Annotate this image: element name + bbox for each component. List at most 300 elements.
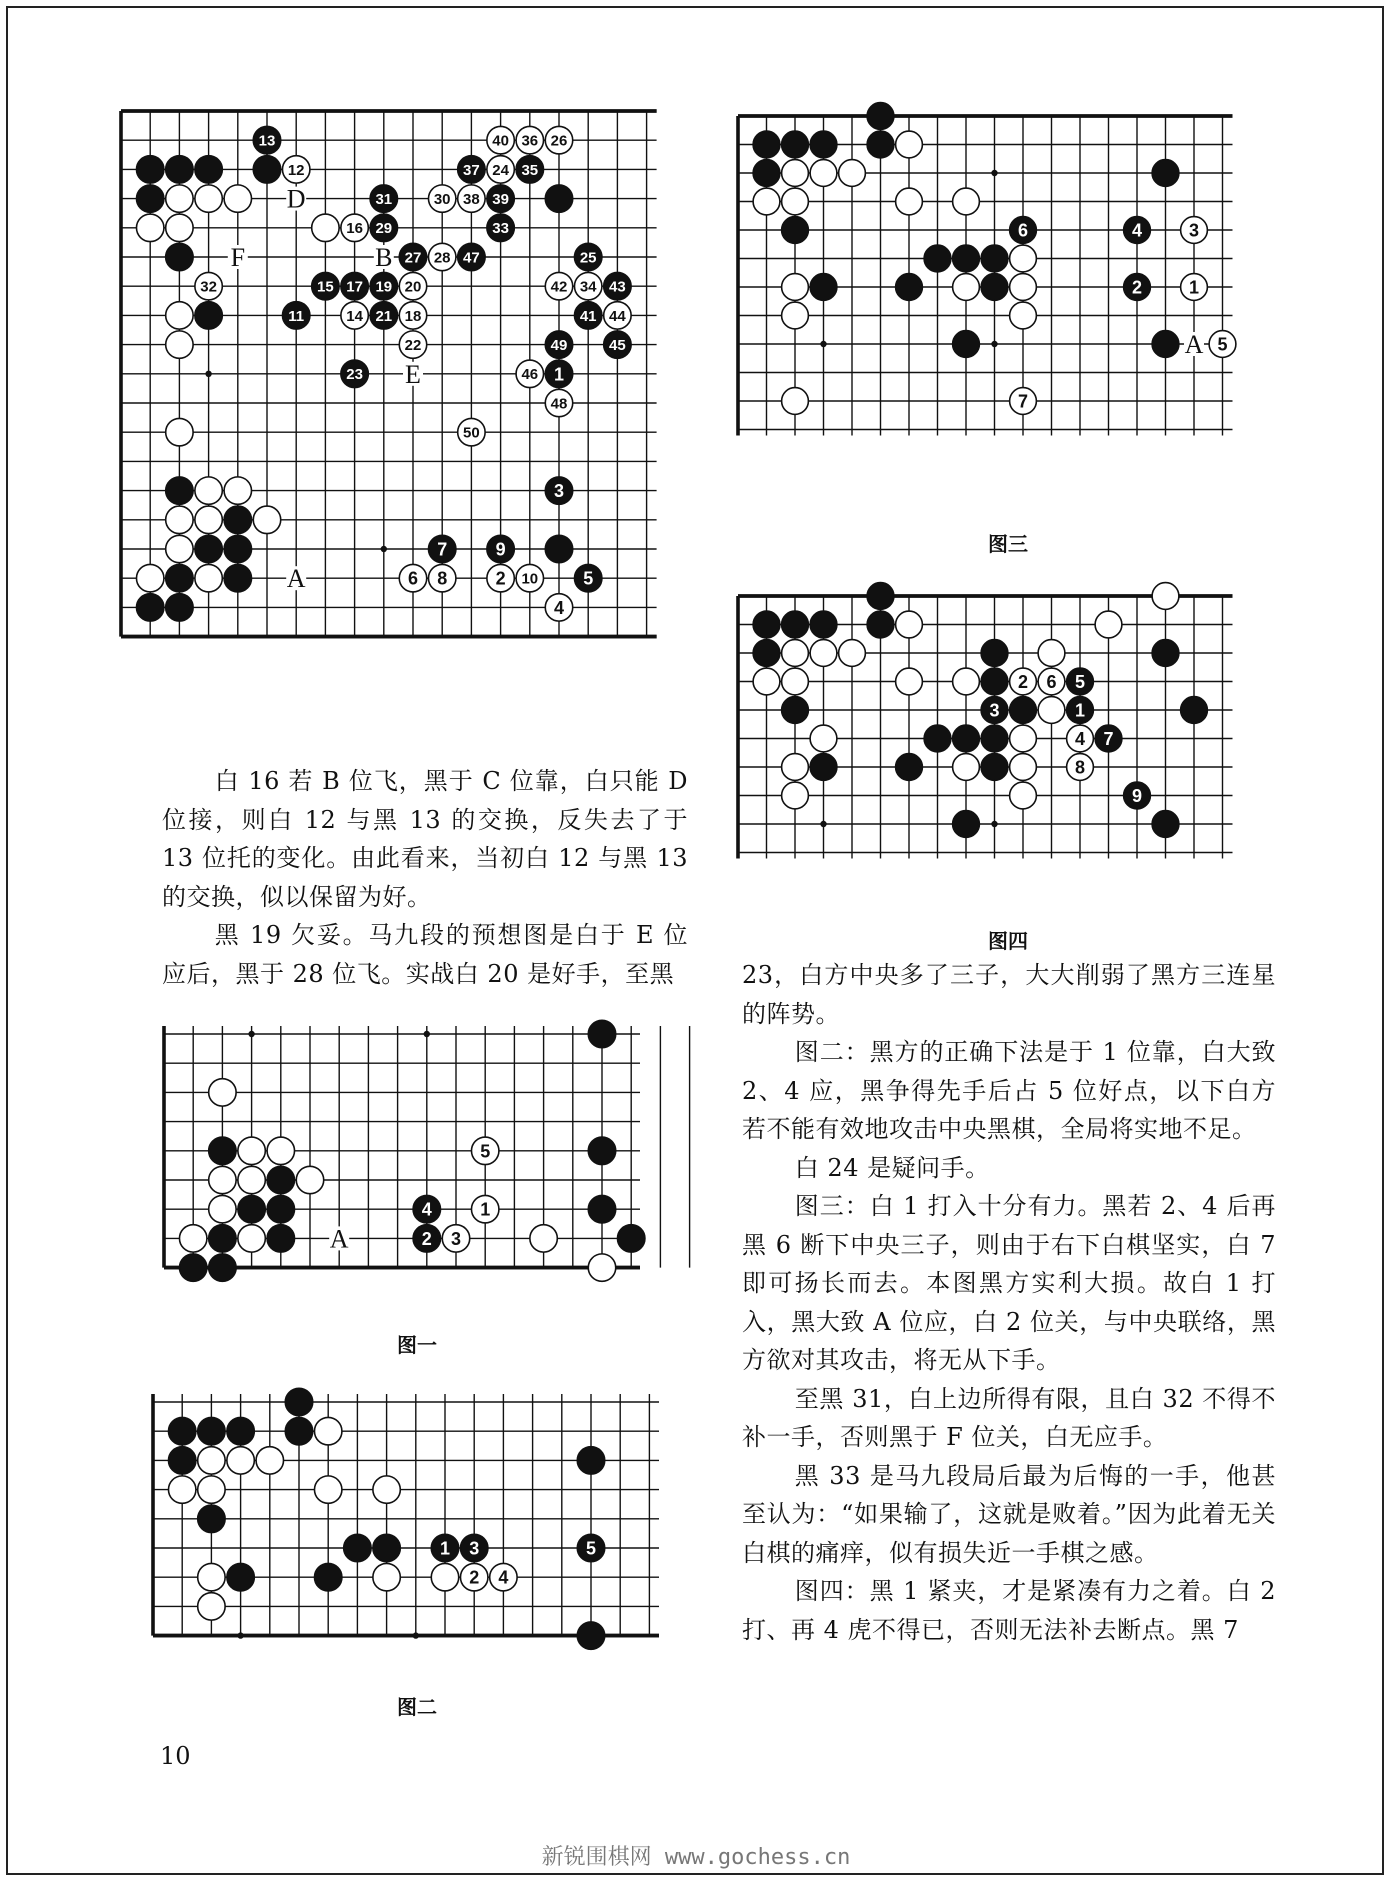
black-stone: [1124, 217, 1151, 244]
black-stone: [195, 302, 222, 329]
white-stone: [431, 1563, 458, 1590]
black-stone: [753, 131, 780, 158]
move-number: 7: [437, 539, 448, 560]
white-stone: [458, 418, 485, 445]
move-number: 42: [550, 278, 568, 296]
move-number: 33: [492, 220, 509, 238]
black-stone: [487, 185, 514, 212]
move-number: 3: [1188, 220, 1200, 241]
black-stone: [545, 360, 572, 387]
white-stone: [227, 1447, 254, 1474]
white-stone: [253, 506, 280, 533]
white-stone: [545, 594, 572, 621]
black-stone: [282, 302, 309, 329]
move-number: 21: [375, 307, 393, 325]
white-stone: [896, 131, 923, 158]
black-stone: [867, 103, 894, 130]
white-stone: [209, 1195, 236, 1222]
white-stone: [282, 156, 309, 183]
black-stone: [209, 1137, 236, 1164]
star-point: [820, 341, 826, 347]
black-stone: [953, 245, 980, 272]
black-stone: [428, 535, 455, 562]
white-stone: [545, 126, 572, 153]
black-stone: [370, 302, 397, 329]
black-stone: [782, 131, 809, 158]
white-stone: [224, 477, 251, 504]
white-stone: [238, 1225, 265, 1252]
move-number: 27: [404, 249, 422, 267]
white-stone: [198, 1563, 225, 1590]
white-stone: [471, 1137, 498, 1164]
black-stone: [373, 1534, 400, 1561]
white-stone: [953, 274, 980, 301]
white-stone: [471, 1195, 498, 1222]
black-stone: [253, 126, 280, 153]
white-stone: [428, 243, 455, 270]
white-stone: [1209, 331, 1236, 358]
black-stone: [285, 1417, 312, 1444]
figure-4-caption: 图四: [988, 929, 1028, 953]
white-stone: [1010, 754, 1037, 781]
white-stone: [1095, 611, 1122, 638]
paragraph: 白 16 若 B 位飞，黑于 C 位靠，白只能 D 位接，则白 12 与黑 13 的交换，反失去了于 13 位托的变化。由此看来，当初白 12 与黑 13 的交换，似以保留为好。: [162, 767, 688, 911]
white-stone: [1152, 583, 1179, 610]
white-stone: [373, 1476, 400, 1503]
white-stone: [588, 1254, 615, 1281]
black-stone: [458, 156, 485, 183]
white-stone: [166, 331, 193, 358]
paragraph: 黑 33 是马九段局后最为后悔的一手，他甚至认为：“如果输了，这就是败着。”因为此着无关白棋的痛痒，似有损失近一手棋之感。: [742, 1461, 1276, 1567]
move-number: 4: [498, 1567, 509, 1588]
move-number: 5: [1217, 334, 1228, 355]
white-stone: [296, 1166, 323, 1193]
paragraph: 图二：黑方的正确下法是于 1 位靠，白大致 2、4 应，黑争得先手后占 5 位好点，以下白方若不能有效地攻击中央黑棋，全局将实地不足。: [742, 1038, 1276, 1143]
figure-3-diagram: [734, 112, 1244, 461]
white-stone: [1181, 217, 1208, 244]
move-number: 1: [480, 1199, 491, 1220]
move-number: 2: [469, 1567, 480, 1588]
white-stone: [166, 185, 193, 212]
black-stone: [198, 1505, 225, 1532]
black-stone: [574, 564, 601, 591]
white-stone: [487, 156, 514, 183]
move-number: 2: [495, 568, 506, 589]
move-number: 2: [1131, 277, 1143, 298]
black-stone: [267, 1225, 294, 1252]
black-stone: [545, 535, 572, 562]
black-stone: [460, 1534, 487, 1561]
figure-2-diagram: [149, 1394, 659, 1658]
move-number: 44: [609, 307, 626, 325]
white-stone: [1067, 725, 1094, 752]
black-stone: [953, 331, 980, 358]
move-number: 8: [1074, 757, 1086, 778]
black-stone: [896, 754, 923, 781]
black-stone: [227, 1563, 254, 1590]
black-stone: [1124, 274, 1151, 301]
main-game-diagram: [117, 107, 693, 680]
star-point: [820, 821, 826, 827]
white-stone: [753, 668, 780, 695]
black-stone: [588, 1020, 615, 1047]
black-stone: [810, 611, 837, 638]
white-stone: [810, 640, 837, 667]
white-stone: [195, 477, 222, 504]
move-number: 24: [492, 161, 509, 179]
white-stone: [166, 506, 193, 533]
white-stone: [487, 564, 514, 591]
move-number: 3: [469, 1538, 480, 1559]
white-stone: [896, 611, 923, 638]
white-stone: [166, 302, 193, 329]
black-stone: [604, 331, 631, 358]
black-stone: [166, 564, 193, 591]
white-stone: [198, 1447, 225, 1474]
white-stone: [782, 668, 809, 695]
figure-2-caption: 图二: [397, 1695, 437, 1719]
white-stone: [238, 1166, 265, 1193]
black-stone: [782, 217, 809, 244]
move-number: 19: [375, 278, 393, 296]
black-stone: [753, 160, 780, 187]
black-stone: [574, 302, 601, 329]
move-number: 41: [579, 307, 597, 325]
white-stone: [195, 272, 222, 299]
white-stone: [1010, 668, 1037, 695]
black-stone: [209, 1254, 236, 1281]
black-stone: [1181, 697, 1208, 724]
white-stone: [195, 564, 222, 591]
black-stone: [198, 1417, 225, 1444]
page-number: 10: [160, 1742, 191, 1770]
move-number: 4: [421, 1199, 432, 1220]
white-stone: [166, 214, 193, 241]
black-stone: [1152, 640, 1179, 667]
black-stone: [195, 535, 222, 562]
black-stone: [1067, 697, 1094, 724]
white-stone: [399, 272, 426, 299]
black-stone: [577, 1622, 604, 1649]
white-stone: [782, 302, 809, 329]
black-stone: [577, 1447, 604, 1474]
move-number: 8: [437, 568, 448, 589]
black-stone: [810, 274, 837, 301]
black-stone: [810, 754, 837, 781]
black-stone: [545, 477, 572, 504]
move-number: 20: [404, 278, 422, 296]
move-number: 3: [989, 700, 1000, 721]
move-number: 13: [258, 132, 276, 150]
black-stone: [487, 214, 514, 241]
paragraph: 白 24 是疑问手。: [794, 1153, 990, 1182]
move-number: 40: [492, 132, 509, 150]
black-stone: [981, 668, 1008, 695]
black-stone: [341, 272, 368, 299]
board-letter-mark: B: [375, 243, 393, 272]
white-stone: [782, 388, 809, 415]
white-stone: [1010, 725, 1037, 752]
white-stone: [810, 160, 837, 187]
move-number: 30: [433, 191, 451, 208]
black-stone: [136, 594, 163, 621]
board-letter-mark: F: [230, 243, 246, 272]
white-stone: [810, 725, 837, 752]
white-stone: [953, 668, 980, 695]
star-point: [237, 1632, 243, 1638]
move-number: 39: [492, 191, 509, 208]
white-stone: [198, 1476, 225, 1503]
white-stone: [373, 1563, 400, 1590]
figure-4-diagram: [734, 592, 1244, 888]
move-number: 36: [521, 132, 539, 150]
move-number: 29: [375, 220, 393, 238]
white-stone: [195, 506, 222, 533]
white-stone: [782, 640, 809, 667]
white-stone: [953, 754, 980, 781]
black-stone: [753, 640, 780, 667]
white-stone: [267, 1137, 294, 1164]
black-stone: [981, 245, 1008, 272]
black-stone: [1152, 160, 1179, 187]
star-point: [205, 371, 211, 377]
white-stone: [530, 1225, 557, 1252]
move-number: 1: [1074, 700, 1086, 721]
move-number: 4: [1131, 220, 1143, 241]
black-stone: [195, 156, 222, 183]
black-stone: [753, 611, 780, 638]
move-number: 38: [463, 191, 480, 208]
white-stone: [516, 564, 543, 591]
black-stone: [399, 243, 426, 270]
white-stone: [458, 185, 485, 212]
paragraph: 至黑 31，白上边所得有限，且白 32 不得不补一手，否则黑于 F 位关，白无应手。: [742, 1384, 1276, 1451]
move-number: 10: [521, 570, 539, 588]
black-stone: [574, 243, 601, 270]
paragraph: 图三：白 1 打入十分有力。黑若 2、4 后再黑 6 断下中央三子，则由于右下白棋坚实，白 7 即可扬长而去。本图黑方实利大损。故白 1 打入，黑大致 A 位应，白 2 位关，与中央联络，黑方欲对其攻击，将无从下手。: [742, 1192, 1276, 1374]
paragraph: 23，白方中央多了三子，大大削弱了黑方三连星的阵势。: [742, 961, 1276, 1028]
move-number: 26: [550, 132, 568, 150]
right-text: [742, 956, 1276, 1649]
site-watermark: 新锐围棋网 www.gochess.cn: [541, 1845, 851, 1870]
white-stone: [896, 668, 923, 695]
black-stone: [370, 185, 397, 212]
white-stone: [256, 1447, 283, 1474]
white-stone: [166, 535, 193, 562]
white-stone: [198, 1593, 225, 1620]
white-stone: [839, 640, 866, 667]
white-stone: [1010, 388, 1037, 415]
board-letter-mark: A: [329, 1224, 349, 1254]
white-stone: [782, 782, 809, 809]
black-stone: [209, 1225, 236, 1252]
board-letter-mark: A: [286, 564, 306, 594]
white-stone: [896, 188, 923, 215]
move-number: 5: [583, 568, 594, 589]
move-number: 46: [521, 366, 539, 384]
move-number: 1: [439, 1538, 451, 1559]
move-number: 25: [579, 249, 597, 267]
white-stone: [1181, 274, 1208, 301]
star-point: [248, 1031, 254, 1037]
move-number: 49: [550, 337, 568, 354]
black-stone: [924, 725, 951, 752]
move-number: 2: [1017, 671, 1029, 692]
black-stone: [136, 185, 163, 212]
white-stone: [782, 160, 809, 187]
move-number: 7: [1103, 728, 1114, 749]
move-number: 16: [346, 220, 363, 238]
white-stone: [1010, 302, 1037, 329]
star-point: [424, 1031, 430, 1037]
black-stone: [1010, 217, 1037, 244]
black-stone: [314, 1563, 341, 1590]
move-number: 48: [550, 395, 568, 413]
black-stone: [413, 1195, 440, 1222]
black-stone: [1067, 668, 1094, 695]
white-stone: [574, 272, 601, 299]
black-stone: [166, 477, 193, 504]
left-text-upper: [162, 762, 688, 993]
white-stone: [782, 188, 809, 215]
white-stone: [399, 564, 426, 591]
move-number: 5: [1074, 671, 1086, 692]
black-stone: [224, 535, 251, 562]
paragraph: 黑 19 欠妥。马九段的预想图是白于 E 位应后，黑于 28 位飞。实战白 20 是好手，至黑: [162, 921, 688, 988]
black-stone: [924, 245, 951, 272]
white-stone: [487, 126, 514, 153]
star-point: [991, 341, 997, 347]
black-stone: [1095, 725, 1122, 752]
black-stone: [981, 754, 1008, 781]
white-stone: [1038, 640, 1065, 667]
black-stone: [224, 506, 251, 533]
white-stone: [314, 1476, 341, 1503]
black-stone: [253, 156, 280, 183]
move-number: 45: [609, 337, 626, 354]
white-stone: [782, 274, 809, 301]
white-stone: [166, 418, 193, 445]
black-stone: [227, 1417, 254, 1444]
board-letter-mark: A: [1184, 330, 1204, 359]
move-number: 2: [421, 1228, 432, 1249]
white-stone: [753, 188, 780, 215]
move-number: 43: [609, 278, 626, 296]
white-stone: [399, 302, 426, 329]
black-stone: [953, 811, 980, 838]
black-stone: [617, 1225, 644, 1252]
star-point: [991, 821, 997, 827]
move-number: 14: [346, 307, 363, 325]
black-stone: [953, 725, 980, 752]
black-stone: [168, 1417, 195, 1444]
black-stone: [238, 1195, 265, 1222]
black-stone: [224, 564, 251, 591]
black-stone: [285, 1388, 312, 1415]
black-stone: [166, 243, 193, 270]
board-letter-mark: E: [405, 359, 421, 389]
move-number: 22: [404, 337, 422, 354]
black-stone: [981, 274, 1008, 301]
white-stone: [314, 1417, 341, 1444]
black-stone: [136, 156, 163, 183]
white-stone: [604, 302, 631, 329]
white-stone: [224, 185, 251, 212]
white-stone: [209, 1166, 236, 1193]
move-number: 1: [553, 364, 565, 385]
white-stone: [341, 214, 368, 241]
move-number: 6: [1046, 671, 1057, 692]
move-number: 31: [375, 191, 393, 208]
move-number: 12: [287, 161, 305, 179]
black-stone: [577, 1534, 604, 1561]
move-number: 5: [585, 1538, 597, 1559]
white-stone: [545, 272, 572, 299]
move-number: 4: [553, 597, 565, 618]
move-number: 3: [553, 481, 565, 502]
black-stone: [867, 611, 894, 638]
move-number: 9: [1131, 785, 1143, 806]
move-number: 15: [317, 278, 334, 296]
white-stone: [839, 160, 866, 187]
white-stone: [1010, 274, 1037, 301]
black-stone: [604, 272, 631, 299]
white-stone: [442, 1225, 469, 1252]
move-number: 5: [480, 1141, 491, 1162]
move-number: 1: [1188, 277, 1200, 298]
white-stone: [490, 1563, 517, 1590]
white-stone: [545, 389, 572, 416]
white-stone: [341, 302, 368, 329]
move-number: 32: [200, 278, 217, 296]
white-stone: [399, 331, 426, 358]
black-stone: [166, 156, 193, 183]
move-number: 11: [288, 307, 305, 325]
white-stone: [460, 1563, 487, 1590]
black-stone: [782, 611, 809, 638]
black-stone: [1152, 811, 1179, 838]
move-number: 17: [346, 278, 363, 296]
black-stone: [370, 214, 397, 241]
star-point: [991, 170, 997, 176]
board-letter-mark: D: [286, 184, 306, 214]
black-stone: [981, 725, 1008, 752]
move-number: 9: [495, 539, 506, 560]
move-number: 4: [1074, 728, 1086, 749]
black-stone: [179, 1254, 206, 1281]
black-stone: [867, 131, 894, 158]
white-stone: [782, 754, 809, 781]
white-stone: [516, 360, 543, 387]
black-stone: [810, 131, 837, 158]
white-stone: [195, 185, 222, 212]
black-stone: [782, 697, 809, 724]
black-stone: [1152, 331, 1179, 358]
white-stone: [209, 1079, 236, 1106]
black-stone: [1124, 782, 1151, 809]
move-number: 23: [346, 366, 363, 384]
black-stone: [981, 640, 1008, 667]
white-stone: [238, 1137, 265, 1164]
figure-1-caption: 图一: [397, 1333, 437, 1357]
move-number: 34: [579, 278, 597, 296]
white-stone: [312, 214, 339, 241]
black-stone: [588, 1137, 615, 1164]
black-stone: [166, 594, 193, 621]
black-stone: [344, 1534, 371, 1561]
white-stone: [168, 1476, 195, 1503]
white-stone: [428, 185, 455, 212]
